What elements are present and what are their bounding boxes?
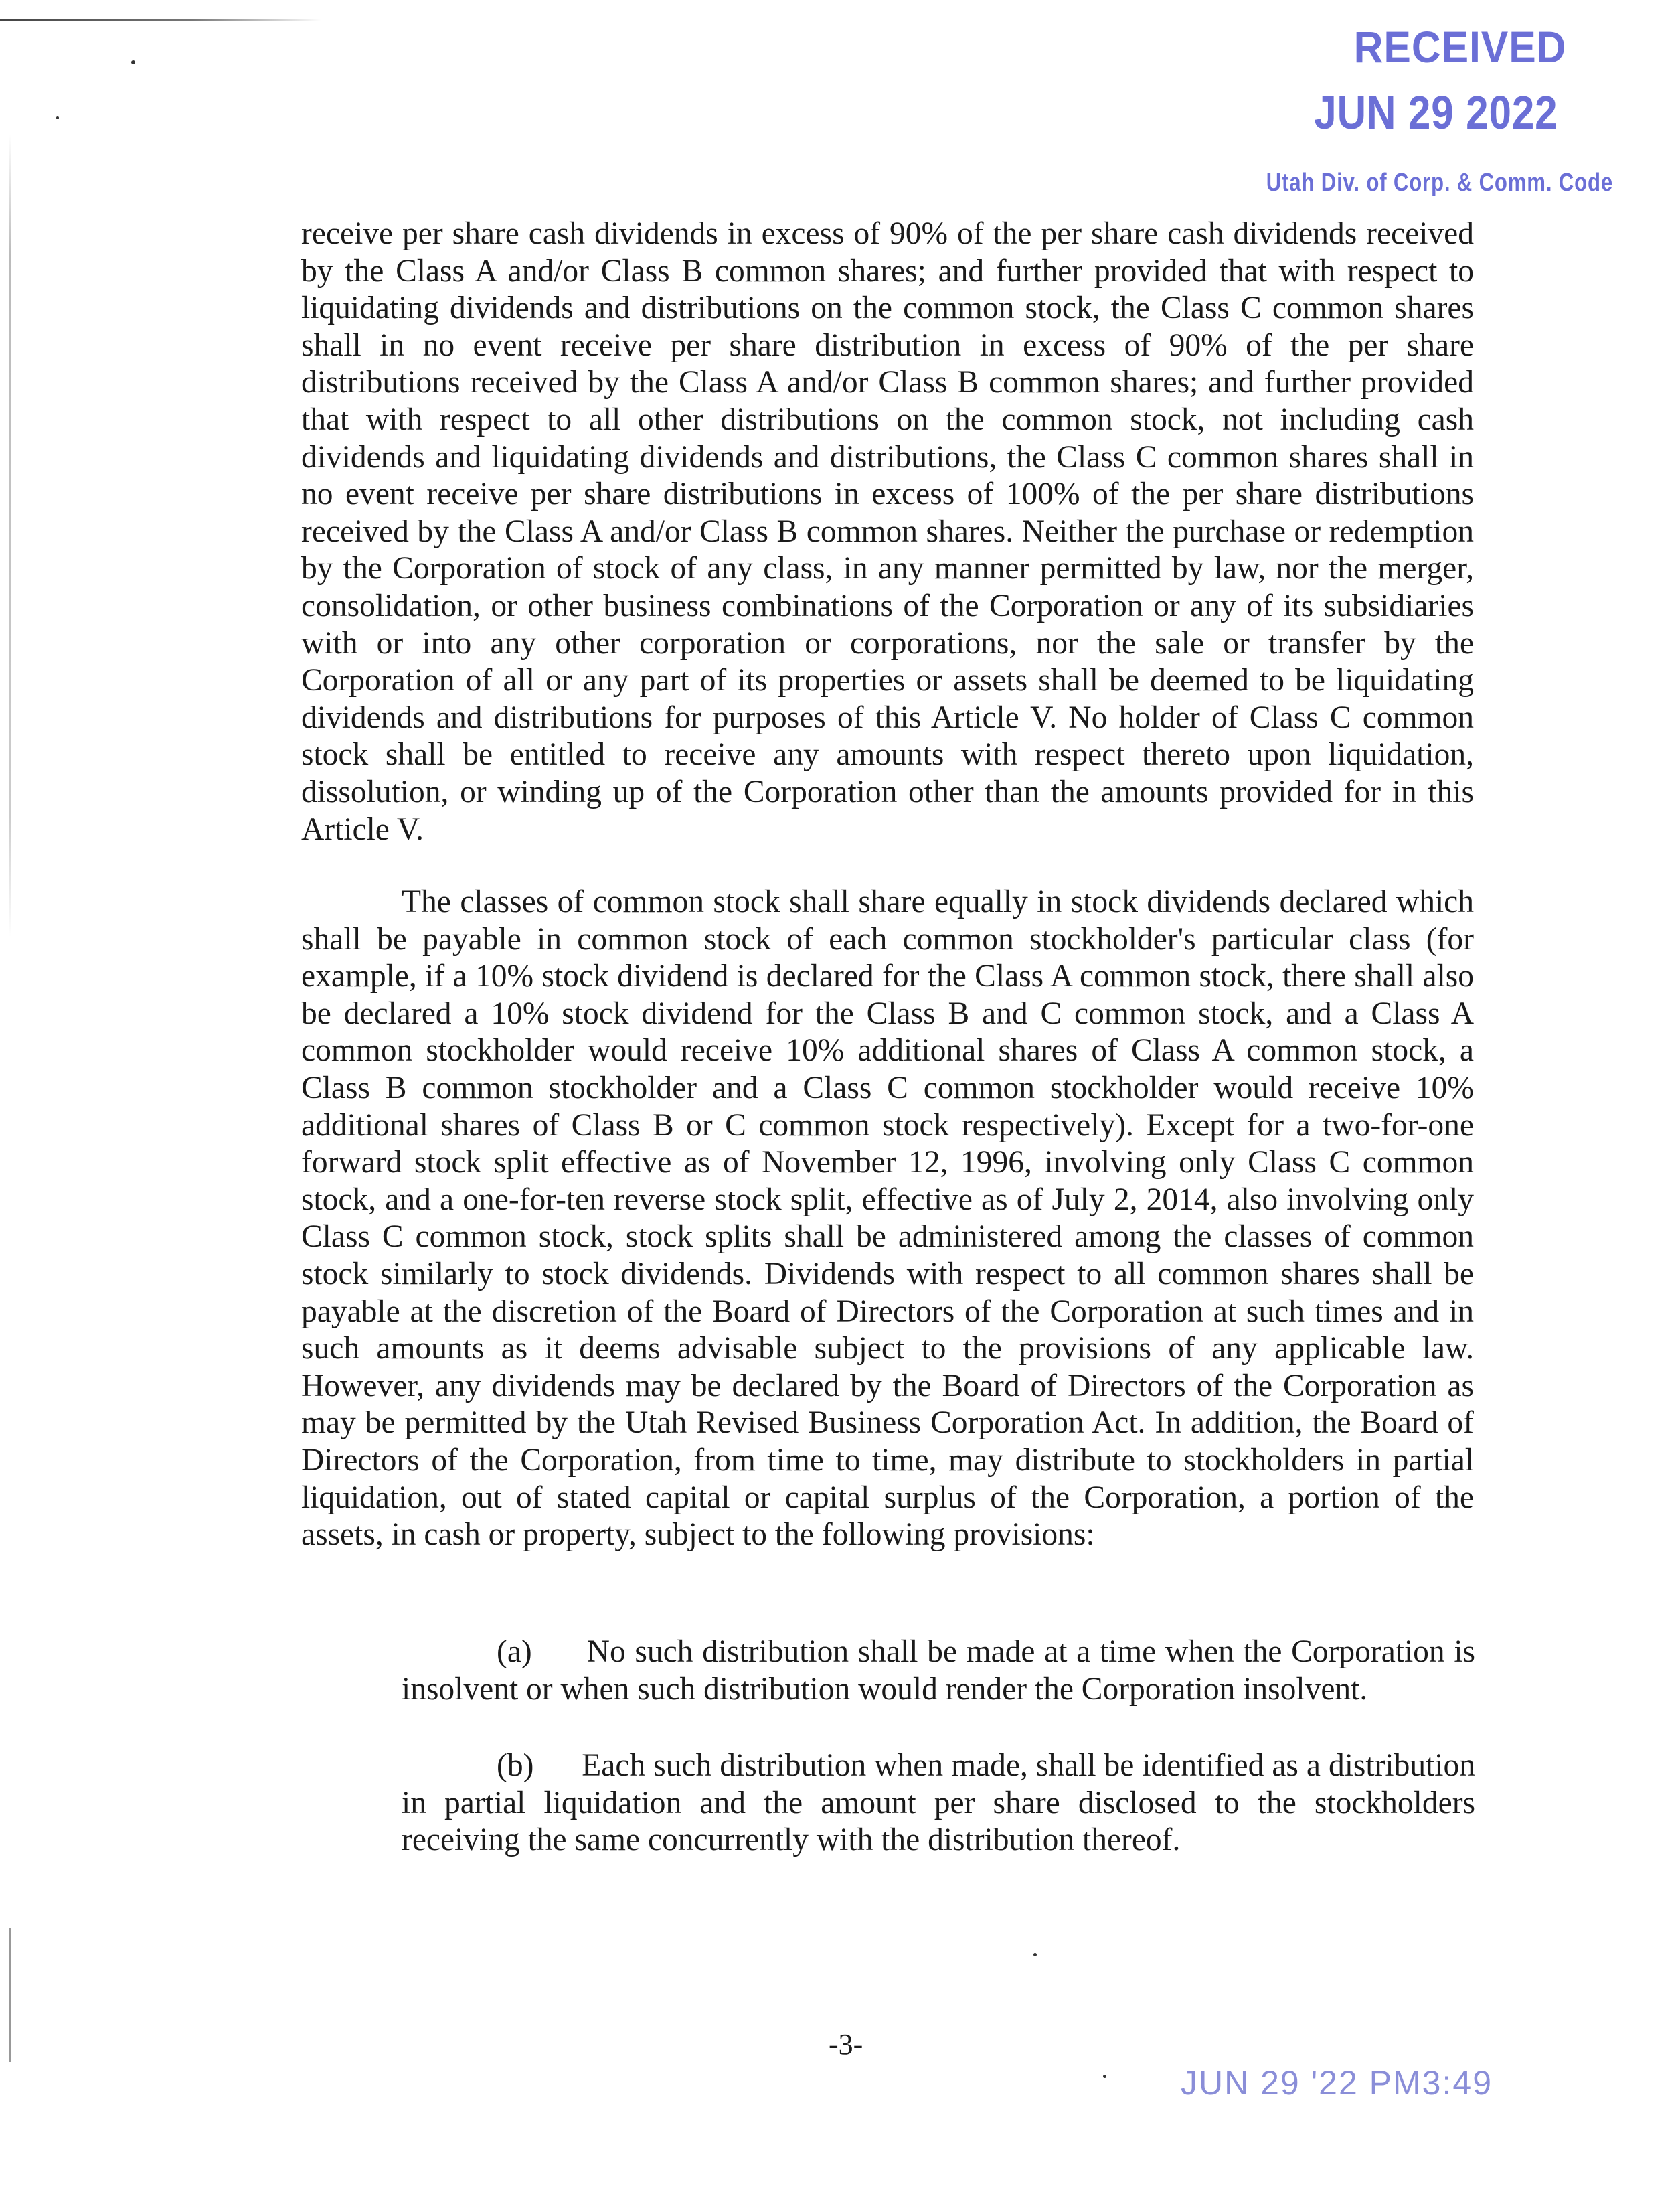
paragraph-dividend-limits: receive per share cash dividends in excess of 90% of the per share cash dividends received by the Class A and/or Class B common shares; and further provided that with respect to liquidating dividends and distributions on the common stock, the Class C common shares shall in no event receive per share distribution in excess of 90% of the per share distributions received by the Class A and/or Class B common shares; and further provided that with respect to all other distributions on the common stock, not including cash dividends and liquidating dividends and distributions, the Class C common shares shall in no event receive per share distributions in excess of 100% of the per share distributions received by the Class A and/or Class B common shares. Neither the purchase or redemption by the Corporation of stock of any class, in any manner permitted by law, nor the merger, consolidation, or other business combinations of the Corporation or any of its subsidiaries with or into any other corporation or corporations, nor the sale or transfer by the Corporation of all or any part of its properties or assets shall be deemed to be liquidating dividends and distributions for purposes of this Article V. No holder of Class C common stock shall be entitled to receive any amounts with respect thereto upon liquidation, dissolution, or winding up of the Corporation other than the amounts provided for in this Article V. <box>301 216 1474 847</box>
paragraph-stock-dividends: The classes of common stock shall share equally in stock dividends declared which shall be payable in common stock of each common stockholder's particular class (for example, if a 10% stock dividend is declared for the Class A common stock, there shall also be declared a 10% stock dividend for the Class B and C common stock, and a Class A common stockholder would receive 10% additional shares of Class A common stock, a Class B common stockholder and a Class C common stockholder would receive 10% additional shares of Class B or C common stock respectively). Except for a two-for-one forward stock split effective as of November 12, 1996, involving only Class C common stock, and a one-for-ten reverse stock split, effective as of July 2, 2014, also involving only Class C common stock, stock splits shall be administered among the classes of common stock similarly to stock dividends. Dividends with respect to all common shares shall be payable at the discretion of the Board of Directors of the Corporation at such times and in such amounts as it deems advisable subject to the provisions of any applicable law. However, any dividends may be declared by the Board of Directors of the Corporation as may be permitted by the Utah Revised Business Corporation Act. In addition, the Board of Directors of the Corporation, from time to time, may distribute to stockholders in partial liquidation, out of stated capital or capital surplus of the Corporation, a portion of the assets, in cash or property, subject to the following provisions: <box>301 884 1474 1553</box>
provision-a-text: No such distribution shall be made at a time when the Corporation is insolvent or when such distribution would render the Corporation insolvent. <box>402 1634 1476 1707</box>
scan-speck <box>56 116 59 119</box>
received-stamp: RECEIVED <box>1353 22 1566 72</box>
provision-b-label: (b) <box>497 1748 534 1783</box>
provision-a <box>402 1634 1475 1708</box>
scan-speck <box>1033 1953 1037 1956</box>
page-number: -3- <box>829 2028 863 2061</box>
provision-b-text: Each such distribution when made, shall be identified as a distribution in partial liquidation and the amount per share disclosed to the stockholders receiving the same concurrently with the distribution thereof. <box>402 1748 1476 1858</box>
agency-stamp: Utah Div. of Corp. & Comm. Code <box>1266 169 1613 197</box>
provision-b <box>402 1747 1475 1859</box>
received-date-stamp: JUN 29 2022 <box>1314 86 1558 139</box>
scan-artifact-top-line <box>0 19 321 21</box>
scan-speck <box>1103 2075 1106 2078</box>
scan-artifact-left-edge <box>9 134 11 937</box>
scan-artifact-left-edge-lower <box>9 1928 11 2062</box>
provision-a-label: (a) <box>497 1634 532 1669</box>
time-stamp: JUN 29 '22 PM3:49 <box>1181 2064 1493 2102</box>
scan-speck <box>131 60 135 64</box>
